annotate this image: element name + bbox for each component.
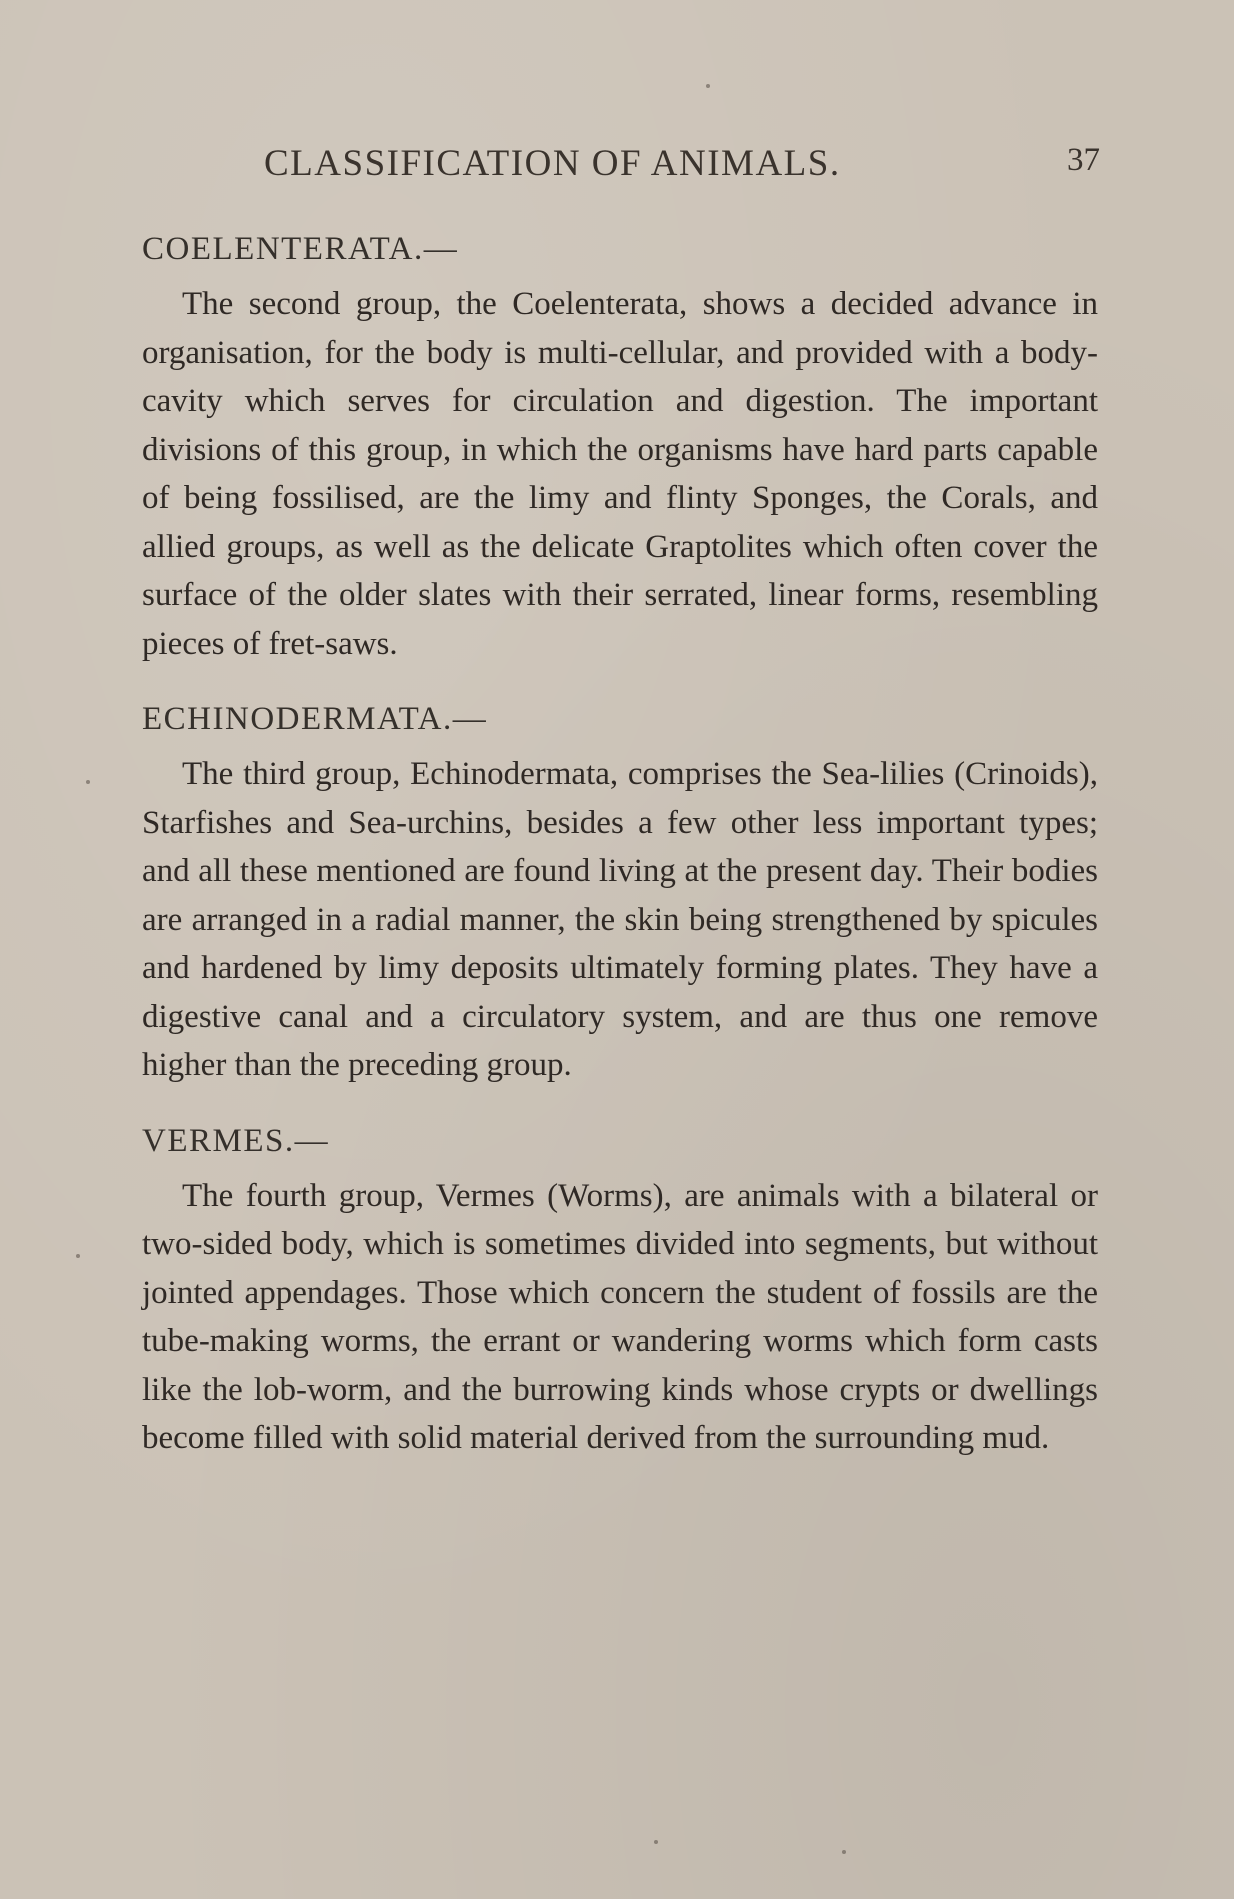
paper-speck (706, 84, 710, 88)
paper-speck (86, 780, 90, 784)
section-paragraph: The fourth group, Vermes (Worms), are animals with a bilateral or two-sided body, which is sometimes divided into segments, but without jointed appendages. Those which concern the student of fossils are the tube-making worms, the errant or wandering worms which form casts like the lob-worm, and the burrowing kinds whose crypts or dwellings become filled with solid material derived from the surrounding mud. (142, 1177, 1098, 1456)
body-text (142, 226, 1098, 1491)
section-coelenterata (142, 226, 1098, 668)
paper-speck (842, 1850, 846, 1854)
paper-speck (1066, 822, 1070, 826)
running-head (140, 142, 1100, 186)
section-vermes (142, 1118, 1098, 1463)
paper-speck (76, 1254, 80, 1258)
page-number: 37 (1067, 142, 1100, 178)
section-heading: VERMES.— (142, 1122, 330, 1159)
paper-speck (654, 1840, 658, 1844)
section-echinodermata (142, 696, 1098, 1090)
section-heading: ECHINODERMATA.— (142, 701, 488, 737)
section-paragraph: The third group, Echinodermata, comprises the Sea-lilies (Crinoids), Starfishes and Sea-urchins, besides a few other less important types; and all these mentioned are found living at the present day. Their bodies are arranged in a radial manner, the skin being strengthened by spicules and hardened by limy deposits ultimately forming plates. They have a digestive canal and a circulatory system, and are thus one remove higher than the preceding group. (142, 756, 1098, 1083)
running-title: CLASSIFICATION OF ANIMALS. (264, 143, 841, 184)
section-heading: COELENTERATA.— (142, 231, 459, 267)
section-paragraph: The second group, the Coelenterata, shows a decided advance in organisation, for the body is multi-cellular, and provided with a body-cavity which serves for circulation and digestion. The important divisions of this group, in which the organisms have hard parts capable of being fossilised, are the limy and flinty Sponges, the Corals, and allied groups, as well as the delicate Graptolites which often cover the surface of the older slates with their serrated, linear forms, resembling pieces of fret-saws. (142, 286, 1098, 662)
